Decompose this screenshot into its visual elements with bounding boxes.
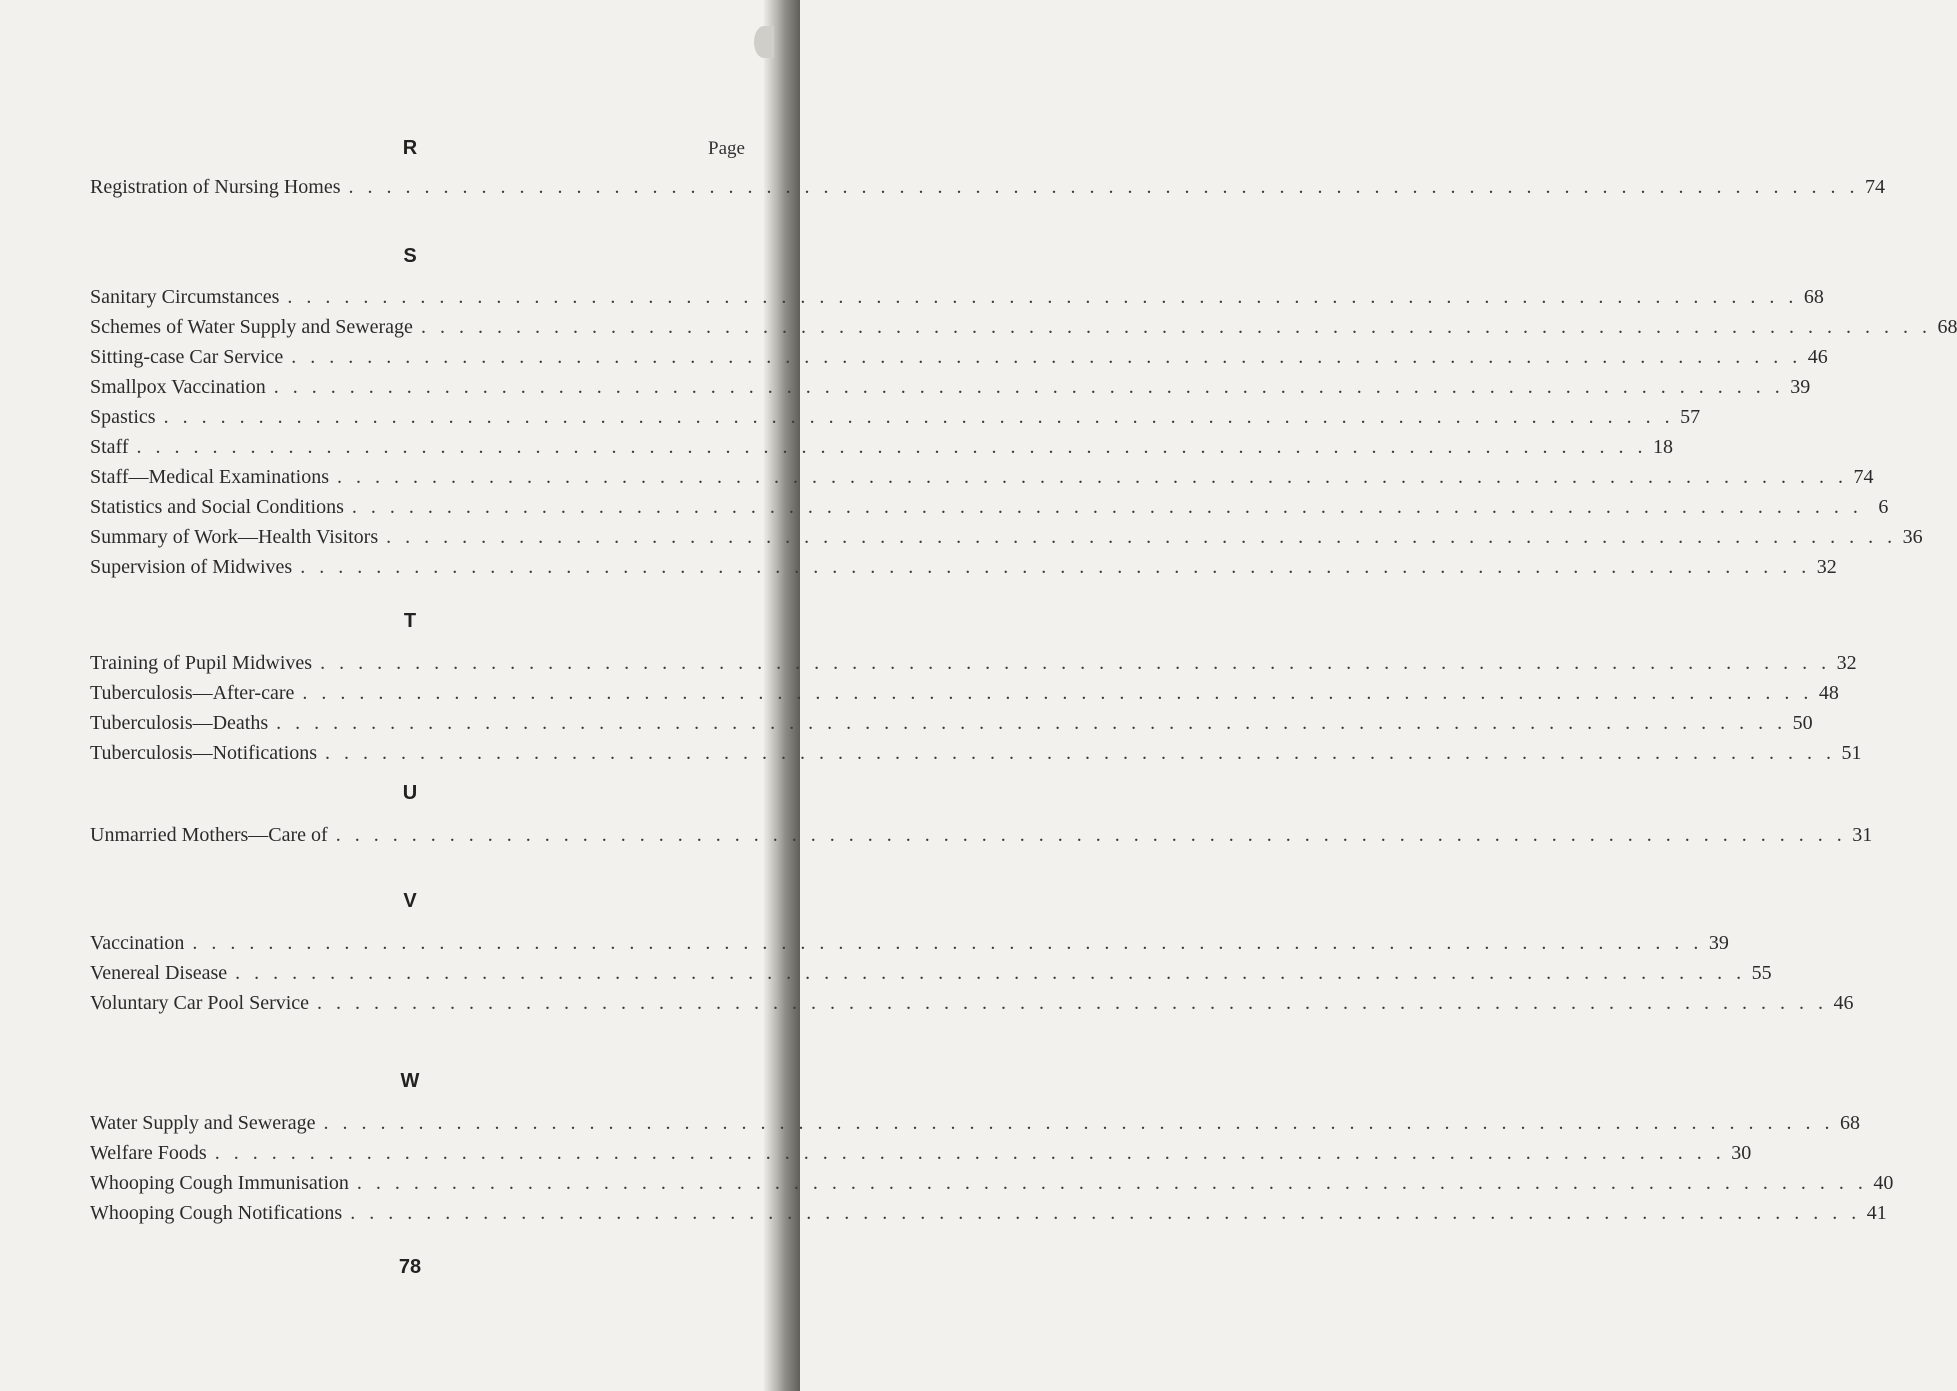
- dot-leader: . . . . . . . . . . . . . . . . . . . . . . . . . . . . . . . . . . . . . . . . . . . . . . . . . . . . . . . . . . . . . . . . . . . . . . . . . . . . . . . .: [136, 436, 1648, 458]
- index-entry: [90, 492, 1889, 522]
- section-letter-text: T: [403, 610, 417, 632]
- dot-leader: . . . . . . . . . . . . . . . . . . . . . . . . . . . . . . . . . . . . . . . . . . . . . . . . . . . . . . . . . . . . . . . . . . . . . . . . . . . . . . . .: [356, 1172, 1868, 1194]
- section-letter-text: U: [402, 782, 418, 804]
- dot-leader: . . . . . . . . . . . . . . . . . . . . . . . . . . . . . . . . . . . . . . . . . . . . . . . . . . . . . . . . . . . . . . . . . . . . . . . . . . . . . . . .: [335, 824, 1847, 846]
- index-entry: [90, 648, 1857, 678]
- dot-leader: . . . . . . . . . . . . . . . . . . . . . . . . . . . . . . . . . . . . . . . . . . . . . . . . . . . . . . . . . . . . . . . . . . . . . . . . . . . . . . . .: [235, 962, 1746, 984]
- entry-label: Voluntary Car Pool Service: [90, 992, 310, 1014]
- entry-page-number: 50: [1792, 712, 1813, 734]
- dot-leader: . . . . . . . . . . . . . . . . . . . . . . . . . . . . . . . . . . . . . . . . . . . . . . . . . . . . . . . . . . . . . . . . . . . . . . . . . . . . . . . .: [320, 652, 1831, 674]
- section-letter-text: R: [402, 137, 418, 159]
- index-entry: [90, 342, 1828, 372]
- index-entry: [90, 462, 1874, 492]
- section-letter: [0, 890, 800, 913]
- page-column-header: Page: [708, 138, 745, 159]
- dot-leader: . . . . . . . . . . . . . . . . . . . . . . . . . . . . . . . . . . . . . . . . . . . . . . . . . . . . . . . . . . . . . . . . . . . . . . . . . . . . . . . .: [214, 1142, 1726, 1164]
- entry-label: Training of Pupil Midwives: [90, 652, 313, 674]
- entry-label: Unmarried Mothers—Care of: [90, 824, 328, 846]
- index-entry: [90, 678, 1839, 708]
- entry-page-number: 31: [1852, 824, 1873, 846]
- entry-page-number: 41: [1866, 1202, 1887, 1224]
- section-letter: [0, 137, 800, 160]
- index-entry: [90, 372, 1811, 402]
- index-entry: [90, 312, 1957, 342]
- section-letter: [0, 610, 800, 633]
- index-entry: [90, 1108, 1861, 1138]
- entry-page-number: 46: [1807, 346, 1828, 368]
- entry-label: Tuberculosis—After-care: [90, 682, 295, 704]
- entry-label: Spastics: [90, 406, 156, 428]
- entry-label: Smallpox Vaccination: [90, 376, 266, 398]
- section-letter-text: W: [400, 1070, 420, 1092]
- dot-leader: . . . . . . . . . . . . . . . . . . . . . . . . . . . . . . . . . . . . . . . . . . . . . . . . . . . . . . . . . . . . . . . . . . . . . . . . . . . . . . . .: [386, 526, 1897, 548]
- entry-page-number: 68: [1803, 286, 1824, 308]
- entry-page-number: 46: [1833, 992, 1854, 1014]
- section-letter: [0, 1070, 800, 1093]
- entry-page-number: 48: [1818, 682, 1839, 704]
- dot-leader: . . . . . . . . . . . . . . . . . . . . . . . . . . . . . . . . . . . . . . . . . . . . . . . . . . . . . . . . . . . . . . . . . . . . . . . . . . . . . . . .: [287, 286, 1798, 308]
- entry-page-number: 74: [1865, 176, 1886, 198]
- entry-label: Whooping Cough Immunisation: [90, 1172, 349, 1194]
- entry-page-number: 32: [1836, 652, 1857, 674]
- entry-page-number: 57: [1680, 406, 1701, 428]
- entry-label: Venereal Disease: [90, 962, 228, 984]
- entry-label: Welfare Foods: [90, 1142, 207, 1164]
- dot-leader: . . . . . . . . . . . . . . . . . . . . . . . . . . . . . . . . . . . . . . . . . . . . . . . . . . . . . . . . . . . . . . . . . . . . . . . . . . . . . . . .: [276, 712, 1787, 734]
- dot-leader: . . . . . . . . . . . . . . . . . . . . . . . . . . . . . . . . . . . . . . . . . . . . . . . . . . . . . . . . . . . . . . . . . . . . . . . . . . . . . . . .: [323, 1112, 1835, 1134]
- dot-leader: . . . . . . . . . . . . . . . . . . . . . . . . . . . . . . . . . . . . . . . . . . . . . . . . . . . . . . . . . . . . . . . . . . . . . . . . . . . . . . . .: [420, 316, 1932, 338]
- index-entry: [90, 172, 1886, 202]
- entry-label: Supervision of Midwives: [90, 556, 293, 578]
- index-entry: [90, 958, 1772, 988]
- index-entry: [90, 1168, 1894, 1198]
- index-entry: [90, 1198, 1887, 1228]
- section-letter: [0, 245, 800, 268]
- entry-page-number: 55: [1751, 962, 1772, 984]
- index-entry: [90, 402, 1701, 432]
- entry-label: Schemes of Water Supply and Sewerage: [90, 316, 413, 338]
- entry-label: Tuberculosis—Notifications: [90, 742, 318, 764]
- dot-leader: . . . . . . . . . . . . . . . . . . . . . . . . . . . . . . . . . . . . . . . . . . . . . . . . . . . . . . . . . . . . . . . . . . . . . . . . . . . . . . . .: [302, 682, 1813, 704]
- index-entry: [90, 522, 1923, 552]
- dot-leader: . . . . . . . . . . . . . . . . . . . . . . . . . . . . . . . . . . . . . . . . . . . . . . . . . . . . . . . . . . . . . . . . . . . . . . . . . . . . . . . .: [291, 346, 1802, 368]
- dot-leader: . . . . . . . . . . . . . . . . . . . . . . . . . . . . . . . . . . . . . . . . . . . . . . . . . . . . . . . . . . . . . . . . . . . . . . . . . . . . . . . .: [325, 742, 1836, 764]
- dot-leader: . . . . . . . . . . . . . . . . . . . . . . . . . . . . . . . . . . . . . . . . . . . . . . . . . . . . . . . . . . . . . . . . . . . . . . . . . . . . . . . .: [192, 932, 1703, 954]
- entry-label: Vaccination: [90, 932, 185, 954]
- entry-page-number: 68: [1840, 1112, 1861, 1134]
- index-entry: [90, 820, 1873, 850]
- section-letter-text: S: [403, 245, 417, 267]
- dot-leader: . . . . . . . . . . . . . . . . . . . . . . . . . . . . . . . . . . . . . . . . . . . . . . . . . . . . . . . . . . . . . . . . . . . . . . . . . . . . . . . .: [317, 992, 1828, 1014]
- entry-page-number: 30: [1731, 1142, 1752, 1164]
- entry-label: Sitting-case Car Service: [90, 346, 284, 368]
- section-letter-text: V: [403, 890, 417, 912]
- entry-label: Water Supply and Sewerage: [90, 1112, 316, 1134]
- index-entry: [90, 708, 1813, 738]
- entry-label: Tuberculosis—Deaths: [90, 712, 269, 734]
- index-entry: [90, 432, 1674, 462]
- entry-page-number: 6: [1878, 496, 1889, 518]
- folio-number: 78: [398, 1256, 422, 1278]
- entry-page-number: 68: [1937, 316, 1957, 338]
- entry-page-number: 32: [1816, 556, 1837, 578]
- entry-label: Statistics and Social Conditions: [90, 496, 344, 518]
- entry-page-number: 74: [1853, 466, 1874, 488]
- index-entry: [90, 282, 1824, 312]
- entry-label: Summary of Work—Health Visitors: [90, 526, 379, 548]
- entry-label: Staff—Medical Examinations: [90, 466, 330, 488]
- dot-leader: . . . . . . . . . . . . . . . . . . . . . . . . . . . . . . . . . . . . . . . . . . . . . . . . . . . . . . . . . . . . . . . . . . . . . . . . . . . . . . . .: [350, 1202, 1861, 1224]
- dot-leader: . . . . . . . . . . . . . . . . . . . . . . . . . . . . . . . . . . . . . . . . . . . . . . . . . . . . . . . . . . . . . . . . . . . . . . . . . . . . . . . .: [300, 556, 1811, 578]
- entry-page-number: 36: [1902, 526, 1923, 548]
- dot-leader: . . . . . . . . . . . . . . . . . . . . . . . . . . . . . . . . . . . . . . . . . . . . . . . . . . . . . . . . . . . . . . . . . . . . . . . . . . . . . . . .: [348, 176, 1860, 198]
- dot-leader: . . . . . . . . . . . . . . . . . . . . . . . . . . . . . . . . . . . . . . . . . . . . . . . . . . . . . . . . . . . . . . . . . . . . . . . . . . . . . . . .: [351, 496, 1863, 518]
- page-corner-mark: [754, 26, 774, 58]
- entry-label: Sanitary Circumstances: [90, 286, 280, 308]
- index-entry: [90, 738, 1862, 768]
- dot-leader: . . . . . . . . . . . . . . . . . . . . . . . . . . . . . . . . . . . . . . . . . . . . . . . . . . . . . . . . . . . . . . . . . . . . . . . . . . . . . . . .: [163, 406, 1675, 428]
- entry-page-number: 39: [1708, 932, 1729, 954]
- dot-leader: . . . . . . . . . . . . . . . . . . . . . . . . . . . . . . . . . . . . . . . . . . . . . . . . . . . . . . . . . . . . . . . . . . . . . . . . . . . . . . . .: [273, 376, 1785, 398]
- entry-page-number: 18: [1653, 436, 1674, 458]
- entry-page-number: 40: [1873, 1172, 1894, 1194]
- entry-page-number: 39: [1790, 376, 1811, 398]
- index-entry: [90, 988, 1854, 1018]
- section-letter: [0, 782, 800, 805]
- entry-page-number: 51: [1841, 742, 1862, 764]
- index-entry: [90, 1138, 1752, 1168]
- entry-label: Registration of Nursing Homes: [90, 176, 341, 198]
- entry-label: Staff: [90, 436, 129, 458]
- dot-leader: . . . . . . . . . . . . . . . . . . . . . . . . . . . . . . . . . . . . . . . . . . . . . . . . . . . . . . . . . . . . . . . . . . . . . . . . . . . . . . . .: [337, 466, 1848, 488]
- index-entry: [90, 928, 1729, 958]
- entry-label: Whooping Cough Notifications: [90, 1202, 343, 1224]
- index-entry: [90, 552, 1837, 582]
